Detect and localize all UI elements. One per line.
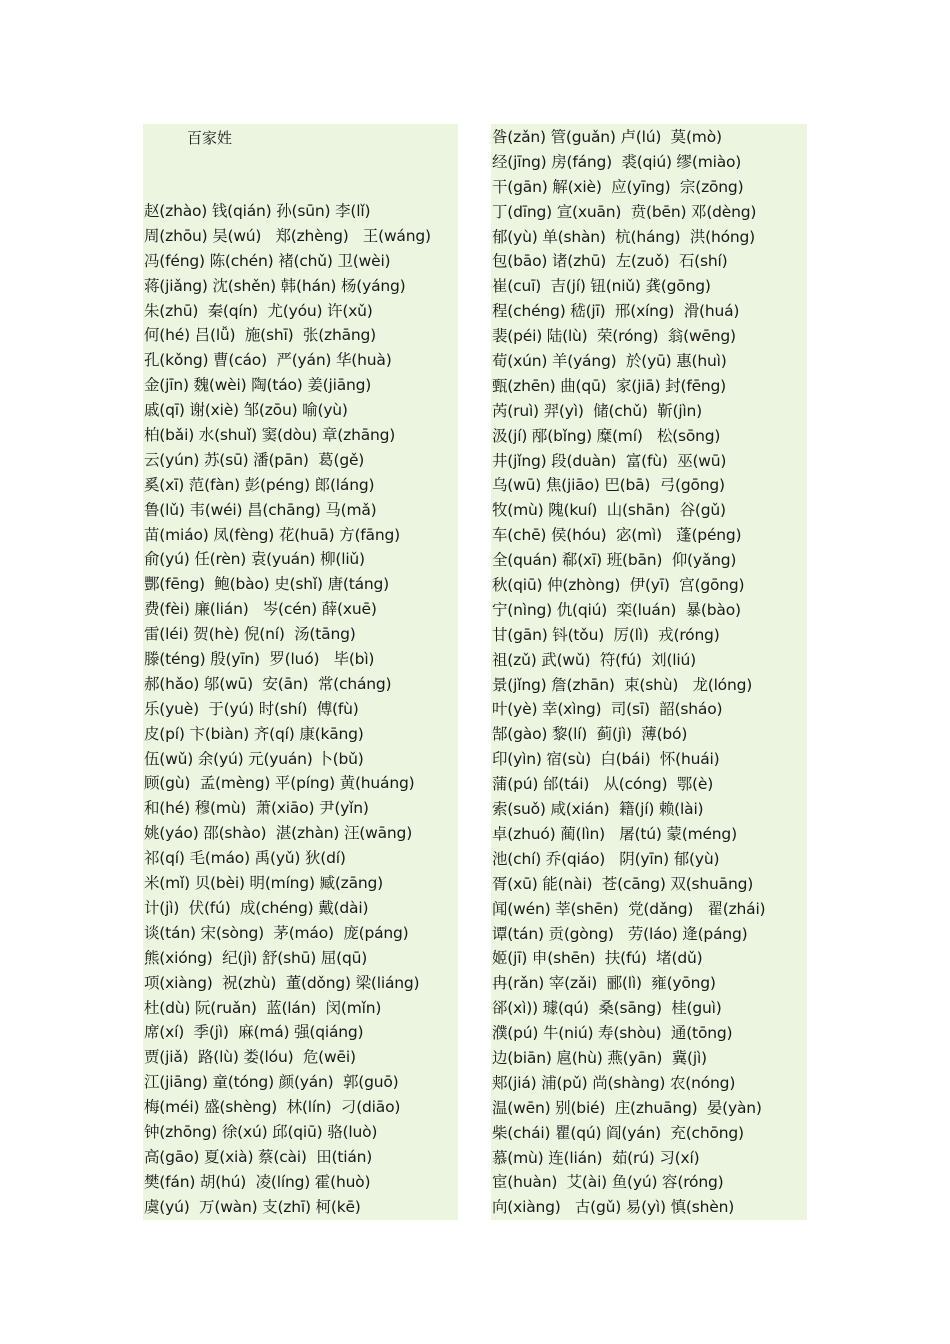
surname-line: 祖(zǔ) 武(wǔ) 符(fú) 刘(liú): [492, 650, 696, 669]
left-surname-list: [144, 199, 431, 1220]
surname-line: 车(chē) 侯(hóu) 宓(mì) 蓬(péng): [492, 526, 742, 545]
surname-line: 郏(jiá) 浦(pǔ) 尚(shàng) 农(nóng): [492, 1073, 736, 1092]
right-column: [491, 124, 807, 1220]
surname-line: 宦(huàn) 艾(ài) 鱼(yú) 容(róng): [492, 1173, 724, 1192]
surname-line: 经(jīng) 房(fáng) 裘(qiú) 缪(miào): [492, 152, 742, 171]
surname-line: 印(yìn) 宿(sù) 白(bái) 怀(huái): [492, 750, 720, 769]
surname-line: 向(xiàng) 古(gǔ) 易(yì) 慎(shèn): [492, 1198, 735, 1217]
surname-line: 梅(méi) 盛(shèng) 林(lín) 刁(diāo): [144, 1098, 401, 1117]
surname-line: 闻(wén) 莘(shēn) 党(dǎng) 翟(zhái): [492, 899, 766, 918]
surname-line: 池(chí) 乔(qiáo) 阴(yīn) 郁(yù): [492, 849, 720, 868]
surname-line: 井(jǐng) 段(duàn) 富(fù) 巫(wū): [492, 451, 727, 470]
surname-line: 高(gāo) 夏(xià) 蔡(cài) 田(tián): [144, 1147, 373, 1166]
surname-line: 虞(yú) 万(wàn) 支(zhī) 柯(kē): [144, 1197, 361, 1216]
surname-line: 全(quán) 郗(xī) 班(bān) 仰(yǎng): [492, 551, 737, 570]
surname-line: 裴(péi) 陆(lù) 荣(róng) 翁(wēng): [492, 327, 736, 346]
surname-line: 朱(zhū) 秦(qín) 尤(yóu) 许(xǔ): [144, 301, 373, 320]
surname-line: 郜(gào) 黎(lí) 蓟(jì) 薄(bó): [492, 725, 688, 744]
surname-line: 滕(téng) 殷(yīn) 罗(luó) 毕(bì): [144, 650, 375, 669]
surname-line: 谈(tán) 宋(sòng) 茅(máo) 庞(páng): [144, 923, 409, 942]
surname-line: 周(zhōu) 吴(wú) 郑(zhèng) 王(wáng): [144, 226, 431, 245]
surname-line: 席(xí) 季(jì) 麻(má) 强(qiáng): [144, 1023, 364, 1042]
surname-line: 姚(yáo) 邵(shào) 湛(zhàn) 汪(wāng): [144, 824, 413, 843]
surname-line: 伍(wǔ) 余(yú) 元(yuán) 卜(bǔ): [144, 749, 364, 768]
surname-line: 熊(xióng) 纪(jì) 舒(shū) 屈(qū): [144, 948, 368, 967]
surname-line: 谭(tán) 贡(gòng) 劳(láo) 逄(páng): [492, 924, 748, 943]
surname-line: 程(chéng) 嵇(jī) 邢(xíng) 滑(huá): [492, 302, 740, 321]
surname-line: 钟(zhōng) 徐(xú) 邱(qiū) 骆(luò): [144, 1122, 378, 1141]
surname-line: 费(fèi) 廉(lián) 岑(cén) 薛(xuē): [144, 600, 377, 619]
surname-line: 顾(gù) 孟(mèng) 平(píng) 黄(huáng): [144, 774, 415, 793]
surname-line: 冯(féng) 陈(chén) 褚(chǔ) 卫(wèi): [144, 251, 391, 270]
surname-line: 蒋(jiǎng) 沈(shěn) 韩(hán) 杨(yáng): [144, 276, 406, 295]
surname-line: 郤(xì)) 璩(qú) 桑(sāng) 桂(guì): [492, 999, 722, 1018]
surname-line: 郁(yù) 单(shàn) 杭(háng) 洪(hóng): [492, 227, 755, 246]
surname-line: 贾(jiǎ) 路(lù) 娄(lóu) 危(wēi): [144, 1048, 356, 1067]
surname-line: 甄(zhēn) 曲(qū) 家(jiā) 封(fēng): [492, 376, 727, 395]
surname-line: 叶(yè) 幸(xìng) 司(sī) 韶(sháo): [492, 700, 723, 719]
surname-line: 边(biān) 扈(hù) 燕(yān) 冀(jì): [492, 1048, 707, 1067]
surname-line: 计(jì) 伏(fú) 成(chéng) 戴(dài): [144, 898, 369, 917]
surname-line: 崔(cuī) 吉(jí) 钮(niǔ) 龚(gōng): [492, 277, 711, 296]
surname-line: 卓(zhuó) 蔺(lìn) 屠(tú) 蒙(méng): [492, 824, 737, 843]
surname-line: 孔(kǒng) 曹(cáo) 严(yán) 华(huà): [144, 351, 392, 370]
surname-line: 昝(zǎn) 管(guǎn) 卢(lú) 莫(mò): [492, 128, 722, 146]
surname-line: 和(hé) 穆(mù) 萧(xiāo) 尹(yǐn): [144, 799, 369, 818]
surname-line: 芮(ruì) 羿(yì) 储(chǔ) 靳(jìn): [492, 401, 703, 420]
document-title: 百家姓: [187, 129, 233, 147]
surname-line: 胥(xū) 能(nài) 苍(cāng) 双(shuāng): [492, 874, 754, 893]
surname-line: 濮(pú) 牛(niú) 寿(shòu) 通(tōng): [492, 1024, 733, 1043]
left-column: [143, 124, 458, 1220]
surname-line: 苗(miáo) 凤(fèng) 花(huā) 方(fāng): [144, 525, 400, 544]
surname-line: 米(mǐ) 贝(bèi) 明(míng) 臧(zāng): [144, 874, 384, 893]
surname-line: 姬(jī) 申(shēn) 扶(fú) 堵(dǔ): [492, 949, 703, 968]
surname-line: 云(yún) 苏(sū) 潘(pān) 葛(gě): [144, 450, 365, 469]
surname-line: 牧(mù) 隗(kuí) 山(shān) 谷(gǔ): [492, 501, 726, 520]
surname-line: 金(jīn) 魏(wèi) 陶(táo) 姜(jiāng): [144, 376, 372, 395]
surname-line: 宁(nìng) 仇(qiú) 栾(luán) 暴(bào): [492, 600, 741, 619]
surname-line: 蒲(pú) 邰(tái) 从(cóng) 鄂(è): [492, 775, 714, 794]
right-surname-list: [492, 125, 765, 1220]
surname-line: 索(suǒ) 咸(xián) 籍(jí) 赖(lài): [492, 800, 704, 819]
surname-line: 乌(wū) 焦(jiāo) 巴(bā) 弓(gōng): [492, 476, 725, 495]
surname-line: 慕(mù) 连(lián) 茹(rú) 习(xí): [492, 1148, 700, 1167]
surname-line: 丁(dīng) 宣(xuān) 贲(bēn) 邓(dèng): [492, 202, 757, 221]
surname-line: 俞(yú) 任(rèn) 袁(yuán) 柳(liǔ): [144, 550, 365, 569]
surname-line: 何(hé) 吕(lǚ) 施(shī) 张(zhāng): [144, 326, 377, 345]
surname-line: 江(jiāng) 童(tóng) 颜(yán) 郭(guō): [144, 1073, 399, 1092]
surname-line: 景(jǐng) 詹(zhān) 束(shù) 龙(lóng): [492, 675, 753, 694]
surname-line: 祁(qí) 毛(máo) 禹(yǔ) 狄(dí): [144, 849, 346, 868]
surname-line: 奚(xī) 范(fàn) 彭(péng) 郎(láng): [144, 475, 375, 494]
surname-line: 包(bāo) 诸(zhū) 左(zuǒ) 石(shí): [492, 252, 728, 271]
surname-line: 酆(fēng) 鲍(bào) 史(shǐ) 唐(táng): [144, 575, 390, 594]
surname-line: 赵(zhào) 钱(qián) 孙(sūn) 李(lǐ): [144, 202, 371, 220]
surname-line: 干(gān) 解(xiè) 应(yīng) 宗(zōng): [492, 177, 744, 196]
surname-line: 甘(gān) 钭(tǒu) 厉(lì) 戎(róng): [492, 625, 720, 644]
surname-line: 樊(fán) 胡(hú) 凌(líng) 霍(huò): [144, 1172, 371, 1191]
surname-line: 汲(jí) 邴(bǐng) 糜(mí) 松(sōng): [492, 426, 721, 445]
surname-line: 皮(pí) 卞(biàn) 齐(qí) 康(kāng): [144, 724, 364, 743]
surname-line: 柏(bǎi) 水(shuǐ) 窦(dòu) 章(zhāng): [144, 426, 396, 445]
surname-line: 戚(qī) 谢(xiè) 邹(zōu) 喻(yù): [144, 401, 348, 420]
surname-line: 郝(hǎo) 邬(wū) 安(ān) 常(cháng): [144, 674, 392, 693]
surname-line: 柴(chái) 瞿(qú) 阎(yán) 充(chōng): [492, 1123, 744, 1142]
surname-line: 杜(dù) 阮(ruǎn) 蓝(lán) 闵(mǐn): [144, 998, 382, 1017]
surname-line: 荀(xún) 羊(yáng) 於(yū) 惠(huì): [492, 352, 727, 371]
surname-line: 项(xiàng) 祝(zhù) 董(dǒng) 梁(liáng): [144, 973, 420, 992]
surname-line: 雷(léi) 贺(hè) 倪(ní) 汤(tāng): [144, 625, 356, 644]
surname-line: 鲁(lǔ) 韦(wéi) 昌(chāng) 马(mǎ): [144, 500, 377, 519]
surname-line: 温(wēn) 别(bié) 庄(zhuāng) 晏(yàn): [492, 1098, 762, 1117]
surname-line: 秋(qiū) 仲(zhòng) 伊(yī) 宫(gōng): [492, 576, 745, 595]
surname-line: 乐(yuè) 于(yú) 时(shí) 傅(fù): [144, 699, 359, 718]
surname-line: 冉(rǎn) 宰(zǎi) 郦(lì) 雍(yōng): [492, 974, 716, 993]
